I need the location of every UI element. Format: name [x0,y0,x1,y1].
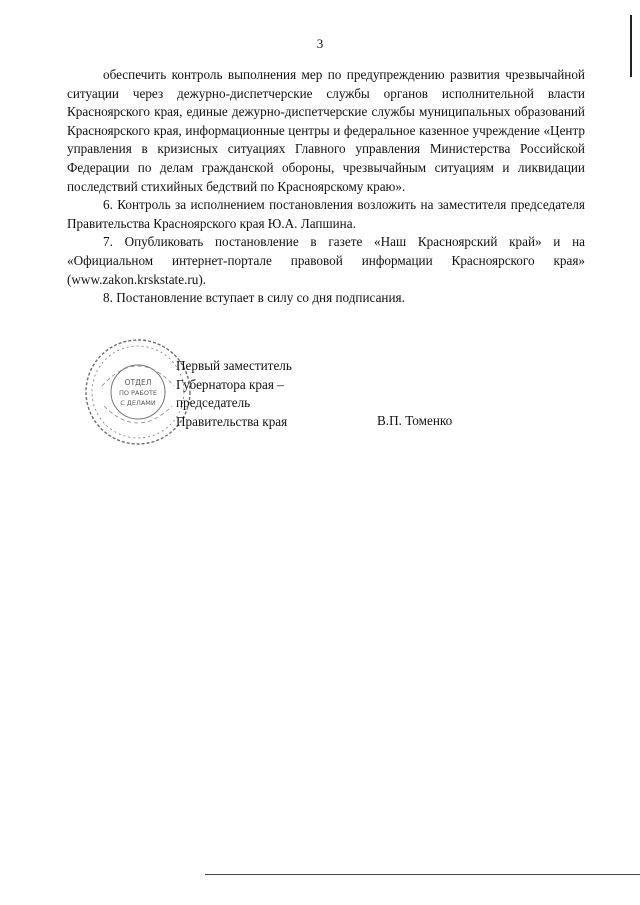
signatory-title-line-3: председатель [176,395,251,411]
stamp-line-3: С ДЕЛАМИ [120,399,156,407]
signatory-title [176,357,292,431]
document-body [67,66,585,308]
page-number: 3 [316,36,324,51]
paragraph-continuation: обеспечить контроль выполнения мер по предупреждению развития чрезвычайной ситуации через дежурно-диспетчерские службы органов исполнительной власти Красноярского края, единые дежурно-диспетчерские службы муниципальных образований Красноярского края, информационные центры и федеральное казенное учреждение «Центр управления в кризисных ситуациях Главного управления Министерства Российской Федерации по делам гражданской обороны, чрезвычайным ситуациям и ликвидации последствий стихийных бедствий по Красноярскому краю». [67,67,585,194]
signatory-title-line-2: Губернатора края – [176,376,284,392]
stamp-line-2: ПО РАБОТЕ [118,389,158,397]
paragraph-item-7: 7. Опубликовать постановление в газете «Наш Красноярский край» и на «Официальном интернет-портале правовой информации Красноярского края» (www.zakon.krskstate.ru). [67,234,585,287]
margin-edge-mark [630,15,632,77]
signatory-name: В.П. Томенко [377,413,453,428]
paragraph-item-8: 8. Постановление вступает в силу со дня подписания. [103,290,405,306]
stamp-line-1: ОТДЕЛ [124,378,152,387]
bottom-scan-line [205,874,640,875]
paragraph-item-6: 6. Контроль за исполнением постановления возложить на заместителя председателя Правительства Красноярского края Ю.А. Лапшина. [67,197,585,231]
signatory-title-line-1: Первый заместитель [176,358,292,373]
signatory-title-line-4: Правительства края [176,413,288,429]
